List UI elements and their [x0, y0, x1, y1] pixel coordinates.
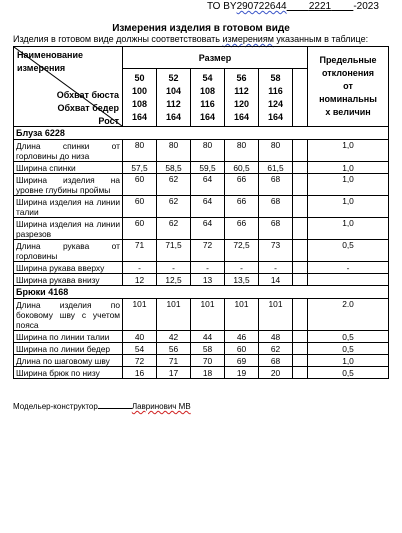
measurement-value: 62: [157, 174, 191, 196]
header-label-height: Рост: [98, 116, 119, 126]
empty-cell: [293, 162, 308, 174]
page-title: Измерения изделия в готовом виде: [112, 23, 290, 34]
size-height-value: 164: [131, 111, 148, 122]
empty-cell: [293, 262, 308, 274]
size-size-value: 52: [168, 72, 179, 83]
empty-cell: [293, 140, 308, 162]
measurement-value: 14: [259, 274, 293, 286]
document-code: [207, 1, 379, 13]
measurement-value: 72,5: [225, 240, 259, 262]
size-bust-value: 100: [131, 85, 148, 96]
measurement-value: 60: [123, 174, 157, 196]
measurement-value: 56: [157, 343, 191, 355]
tolerance-value: 1,0: [308, 196, 389, 218]
measurement-value: 44: [191, 331, 225, 343]
section-title: Блуза 6228: [14, 127, 389, 140]
header-row-1: [14, 47, 389, 69]
tolerance-label-line: Предельные: [319, 55, 377, 65]
size-bust-value: 108: [199, 85, 216, 96]
tolerance-value: 1,0: [308, 174, 389, 196]
size-bust-value: 112: [234, 85, 249, 96]
intro-underlined: измерениям: [222, 34, 274, 44]
measurement-value: 19: [225, 367, 259, 379]
header-label-hips: Обхват бедер: [57, 103, 119, 113]
measurement-value: 12: [123, 274, 157, 286]
measurement-value: -: [225, 262, 259, 274]
tolerance-value: 0,5: [308, 343, 389, 355]
section-header-row: [14, 286, 389, 299]
measurement-value: 60: [225, 343, 259, 355]
header-label-bust: Обхват бюста: [56, 90, 119, 100]
measurement-name: Ширина изделия на линии талии: [14, 196, 123, 218]
empty-cell: [293, 240, 308, 262]
tolerance-value: 1,0: [308, 140, 389, 162]
empty-cell: [293, 331, 308, 343]
measurement-value: 80: [225, 140, 259, 162]
measurement-value: 60,5: [225, 162, 259, 174]
size-height-value: 164: [165, 111, 182, 122]
measurement-value: 64: [191, 174, 225, 196]
tolerance-value: 1,0: [308, 218, 389, 240]
measurement-value: 64: [191, 218, 225, 240]
tolerance-label-line: х величин: [325, 107, 371, 117]
measurement-value: 72: [191, 240, 225, 262]
table-row: [14, 140, 389, 162]
header-size-label: Размер: [123, 47, 308, 69]
measurement-value: -: [123, 262, 157, 274]
header-name-cell: [14, 47, 123, 127]
signature-blank: [98, 401, 132, 409]
tolerance-value: -: [308, 262, 389, 274]
measurement-name: Длина по шаговому шву: [14, 355, 123, 367]
measurement-value: 71,5: [157, 240, 191, 262]
measurement-value: 17: [157, 367, 191, 379]
measurement-value: 64: [191, 196, 225, 218]
doc-code-prefix: ТО BY: [207, 1, 237, 12]
measurement-value: 66: [225, 196, 259, 218]
table-row: [14, 343, 389, 355]
doc-code-version: 2221: [308, 1, 332, 12]
measurement-value: 80: [259, 140, 293, 162]
empty-cell: [293, 274, 308, 286]
measurement-name: Ширина рукава внизу: [14, 274, 123, 286]
measurement-value: 40: [123, 331, 157, 343]
measurement-value: 71: [157, 355, 191, 367]
measurement-name: Ширина рукава вверху: [14, 262, 123, 274]
intro-after: указанным в таблице:: [273, 34, 369, 44]
measurement-value: 70: [191, 355, 225, 367]
empty-cell: [293, 218, 308, 240]
tolerance-value: 1,0: [308, 162, 389, 174]
measurement-value: 12,5: [157, 274, 191, 286]
size-height-value: 164: [267, 111, 284, 122]
doc-code-gap-2: [331, 1, 353, 12]
measurement-name: Длина рукава от горловины: [14, 240, 123, 262]
measurement-value: 62: [157, 196, 191, 218]
measurement-value: 80: [123, 140, 157, 162]
measurement-name: Ширина изделия на уровне глубины проймы: [14, 174, 123, 196]
measurement-value: 20: [259, 367, 293, 379]
doc-code-year: -2023: [353, 1, 379, 12]
size-hips-value: 124: [267, 98, 284, 109]
measurement-value: -: [157, 262, 191, 274]
measurements-table: [13, 46, 389, 379]
measurement-value: 66: [225, 218, 259, 240]
size-column-58: [259, 69, 293, 127]
doc-code-gap: [287, 1, 309, 12]
measurement-value: 73: [259, 240, 293, 262]
header-tolerance-label: [308, 47, 389, 127]
header-name-line-1: Наименование: [17, 50, 84, 60]
size-column-56: [225, 69, 259, 127]
measurement-value: 42: [157, 331, 191, 343]
tolerance-value: [308, 274, 389, 286]
tolerance-label-line: от: [343, 81, 353, 91]
tolerance-value: 0,5: [308, 331, 389, 343]
measurement-value: 68: [259, 218, 293, 240]
measurement-value: 71: [123, 240, 157, 262]
measurement-value: 69: [225, 355, 259, 367]
measurement-value: 62: [259, 343, 293, 355]
table-row: [14, 262, 389, 274]
measurement-value: 57,5: [123, 162, 157, 174]
measurement-value: 68: [259, 174, 293, 196]
measurement-name: Ширина по линии талии: [14, 331, 123, 343]
empty-cell: [293, 343, 308, 355]
tolerance-label-line: отклонения: [321, 68, 375, 78]
section-title: Брюки 4168: [14, 286, 389, 299]
section-header-row: [14, 127, 389, 140]
measurement-value: -: [259, 262, 293, 274]
measurement-value: 16: [123, 367, 157, 379]
measurement-value: 18: [191, 367, 225, 379]
measurement-value: 101: [225, 299, 259, 331]
size-column-empty: [293, 69, 308, 127]
measurement-name: Ширина брюк по низу: [14, 367, 123, 379]
measurement-value: 54: [123, 343, 157, 355]
empty-cell: [293, 367, 308, 379]
measurement-value: 101: [191, 299, 225, 331]
tolerance-value: 2.0: [308, 299, 389, 331]
measurement-value: 68: [259, 196, 293, 218]
measurement-value: 13,5: [225, 274, 259, 286]
measurement-value: 48: [259, 331, 293, 343]
size-size-value: 50: [134, 72, 145, 83]
table-row: [14, 274, 389, 286]
measurement-name: Длина спинки от горловины до низа: [14, 140, 123, 162]
measurement-value: 80: [191, 140, 225, 162]
size-bust-value: 116: [268, 85, 283, 96]
table-row: [14, 162, 389, 174]
table-row: [14, 355, 389, 367]
size-height-value: 164: [199, 111, 216, 122]
measurement-name: Ширина спинки: [14, 162, 123, 174]
size-hips-value: 108: [131, 98, 148, 109]
measurement-name: Длина изделия по боковому шву с учетом пояса: [14, 299, 123, 331]
measurement-value: 60: [123, 196, 157, 218]
tolerance-label-line: номинальны: [319, 94, 377, 104]
size-size-value: 58: [270, 72, 281, 83]
measurement-value: 13: [191, 274, 225, 286]
measurement-value: 58: [191, 343, 225, 355]
measurement-value: 68: [259, 355, 293, 367]
measurement-value: 60: [123, 218, 157, 240]
measurement-value: 58,5: [157, 162, 191, 174]
empty-cell: [293, 355, 308, 367]
footer-signature: [13, 401, 191, 412]
measurement-value: 66: [225, 174, 259, 196]
table-row: [14, 196, 389, 218]
header-name-line-2: измерения: [17, 63, 66, 73]
intro-before: Изделия в готовом виде должны соответствовать: [13, 34, 223, 44]
empty-cell: [293, 174, 308, 196]
measurement-value: 59,5: [191, 162, 225, 174]
measurement-value: 101: [259, 299, 293, 331]
measurement-name: Ширина изделия на линии разрезов: [14, 218, 123, 240]
table-row: [14, 240, 389, 262]
footer-role: Модельер-конструктор: [13, 402, 98, 411]
measurement-value: -: [191, 262, 225, 274]
table-row: [14, 367, 389, 379]
measurement-value: 72: [123, 355, 157, 367]
size-height-value: 164: [233, 111, 250, 122]
measurement-value: 62: [157, 218, 191, 240]
size-hips-value: 116: [200, 98, 215, 109]
measurement-value: 101: [157, 299, 191, 331]
doc-code-number: 290722644: [236, 1, 287, 12]
table-row: [14, 174, 389, 196]
empty-cell: [293, 299, 308, 331]
table-row: [14, 299, 389, 331]
measurement-value: 80: [157, 140, 191, 162]
measurement-value: 61,5: [259, 162, 293, 174]
size-hips-value: 120: [233, 98, 250, 109]
table-row: [14, 331, 389, 343]
tolerance-value: 0,5: [308, 367, 389, 379]
table-row: [14, 218, 389, 240]
size-hips-value: 112: [166, 98, 181, 109]
tolerance-value: 1,0: [308, 355, 389, 367]
size-column-52: [157, 69, 191, 127]
size-bust-value: 104: [165, 85, 182, 96]
size-column-54: [191, 69, 225, 127]
measurement-value: 46: [225, 331, 259, 343]
measurement-value: 101: [123, 299, 157, 331]
intro-text: [13, 34, 368, 45]
measurement-name: Ширина по линии бедер: [14, 343, 123, 355]
tolerance-value: 0,5: [308, 240, 389, 262]
footer-name: Лавринович МВ: [131, 402, 191, 411]
size-column-50: [123, 69, 157, 127]
empty-cell: [293, 196, 308, 218]
size-size-value: 56: [236, 72, 247, 83]
size-size-value: 54: [202, 72, 213, 83]
